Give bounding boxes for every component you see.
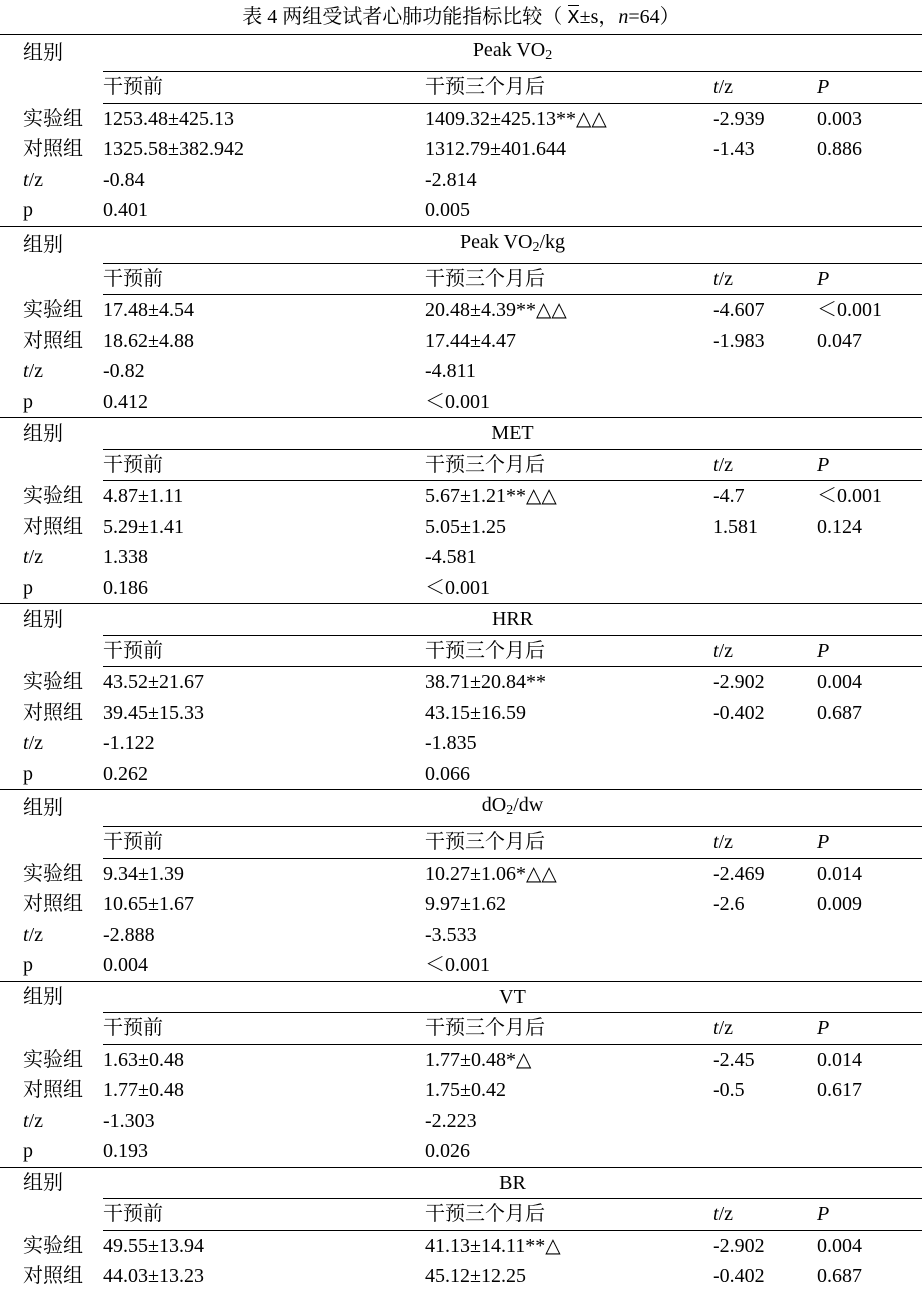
col-before: 干预前 <box>103 1013 425 1045</box>
empty-cell <box>0 635 103 667</box>
value-after: 1409.32±425.13**△△ <box>425 107 607 130</box>
row-label: 实验组 <box>23 1048 83 1071</box>
tz-before: -0.82 <box>103 360 145 383</box>
row-label-p: p <box>23 762 33 785</box>
value-p: 0.047 <box>817 329 862 352</box>
value-after: 5.05±1.25 <box>425 515 506 538</box>
metric-title <box>103 981 922 1013</box>
empty-cell <box>713 542 817 573</box>
value-p: 0.687 <box>817 701 862 724</box>
row-label: 对照组 <box>23 329 83 352</box>
row-label-p: p <box>23 954 33 977</box>
col-p: P <box>817 72 922 104</box>
empty-cell <box>817 920 922 951</box>
row-label-tz-t: t <box>23 360 29 383</box>
row-label-tz-t: t <box>23 168 29 191</box>
row-label-tz-t: t <box>23 732 29 755</box>
p-before: 0.193 <box>103 1140 148 1163</box>
value-tz: -2.6 <box>713 893 745 916</box>
empty-cell <box>817 387 922 418</box>
value-p: 0.004 <box>817 1234 862 1257</box>
value-after: 17.44±4.47 <box>425 329 516 352</box>
value-after: 1312.79±401.644 <box>425 138 566 161</box>
group-header: 组别 <box>0 1167 103 1199</box>
tz-before: -1.303 <box>103 1109 155 1132</box>
value-p: ＜0.001 <box>817 485 882 508</box>
col-after: 干预三个月后 <box>425 263 713 295</box>
tz-after: -4.811 <box>425 360 476 383</box>
row-label-tz-z: /z <box>28 546 43 569</box>
p-after: ＜0.001 <box>425 954 490 977</box>
tz-row <box>0 728 922 759</box>
metric-title-tail: /kg <box>539 230 565 253</box>
col-tz <box>713 263 817 295</box>
col-p: P <box>817 449 922 481</box>
column-header-row <box>0 449 922 481</box>
experimental-row <box>0 103 922 134</box>
empty-cell <box>713 759 817 790</box>
col-tz-t: t <box>713 267 719 290</box>
col-after: 干预三个月后 <box>425 827 713 859</box>
metric-title <box>103 226 922 263</box>
caption-pm-s: ±s， <box>579 6 619 28</box>
col-tz-t: t <box>713 639 719 662</box>
col-after: 干预三个月后 <box>425 1199 713 1231</box>
p-before: 0.262 <box>103 762 148 785</box>
metric-title-subscript: 2 <box>545 48 553 63</box>
col-before: 干预前 <box>103 449 425 481</box>
row-label-p: p <box>23 576 33 599</box>
col-tz-z: /z <box>718 831 733 854</box>
col-before: 干预前 <box>103 263 425 295</box>
col-before: 干预前 <box>103 1199 425 1231</box>
table-caption <box>0 0 922 34</box>
empty-cell <box>713 1136 817 1167</box>
value-before: 43.52±21.67 <box>103 671 204 694</box>
tz-after: -2.814 <box>425 168 477 191</box>
row-label-tz-z: /z <box>28 923 43 946</box>
metric-header-row <box>0 981 922 1013</box>
col-tz-t: t <box>713 76 719 99</box>
col-tz-z: /z <box>718 76 733 99</box>
value-before: 5.29±1.41 <box>103 515 184 538</box>
col-tz <box>713 635 817 667</box>
metric-header-row <box>0 226 922 263</box>
column-header-row <box>0 1013 922 1045</box>
empty-cell <box>713 195 817 226</box>
value-before: 1.63±0.48 <box>103 1048 184 1071</box>
empty-cell <box>817 950 922 981</box>
experimental-row <box>0 481 922 512</box>
value-p: 0.687 <box>817 1265 862 1288</box>
col-tz-z: /z <box>718 267 733 290</box>
col-tz-z: /z <box>718 1017 733 1040</box>
col-tz-z: /z <box>718 1203 733 1226</box>
control-row <box>0 326 922 357</box>
empty-cell <box>817 165 922 196</box>
col-after: 干预三个月后 <box>425 72 713 104</box>
empty-cell <box>817 1106 922 1137</box>
p-row <box>0 573 922 604</box>
experimental-row <box>0 1230 922 1261</box>
row-label-p: p <box>23 199 33 222</box>
col-tz-z: /z <box>718 453 733 476</box>
value-before: 9.34±1.39 <box>103 862 184 885</box>
col-before: 干预前 <box>103 827 425 859</box>
data-table <box>0 34 922 1292</box>
empty-cell <box>0 827 103 859</box>
value-before: 1325.58±382.942 <box>103 138 244 161</box>
value-after: 9.97±1.62 <box>425 893 506 916</box>
empty-cell <box>713 728 817 759</box>
row-label: 对照组 <box>23 1265 83 1288</box>
empty-cell <box>713 356 817 387</box>
group-header: 组别 <box>0 604 103 636</box>
row-label: 实验组 <box>23 1234 83 1257</box>
metric-title-main: dO <box>481 794 507 816</box>
row-label: 实验组 <box>23 299 83 321</box>
empty-cell <box>713 950 817 981</box>
row-label-tz <box>0 728 103 759</box>
empty-cell <box>0 1013 103 1045</box>
row-label-p: p <box>23 390 33 413</box>
p-after: 0.026 <box>425 1140 470 1163</box>
control-row <box>0 1075 922 1106</box>
p-before: 0.186 <box>103 576 148 599</box>
p-row <box>0 1136 922 1167</box>
p-before: 0.401 <box>103 199 148 222</box>
row-label: 对照组 <box>23 1079 83 1102</box>
tz-after: -4.581 <box>425 546 477 569</box>
tz-after: -2.223 <box>425 1109 477 1132</box>
col-after: 干预三个月后 <box>425 635 713 667</box>
p-before: 0.004 <box>103 954 148 977</box>
col-after: 干预三个月后 <box>425 449 713 481</box>
column-header-row <box>0 1199 922 1231</box>
value-p: ＜0.001 <box>817 299 882 322</box>
column-header-row <box>0 827 922 859</box>
row-label: 实验组 <box>23 671 83 693</box>
col-tz-t: t <box>713 1203 719 1226</box>
row-label: 对照组 <box>23 515 83 538</box>
col-tz <box>713 449 817 481</box>
metric-title <box>103 418 922 450</box>
empty-cell <box>817 573 922 604</box>
value-after: 5.67±1.21**△△ <box>425 485 557 508</box>
metric-header-row <box>0 418 922 450</box>
value-p: 0.003 <box>817 107 862 130</box>
value-after: 20.48±4.39**△△ <box>425 299 567 322</box>
table-body <box>0 35 922 1292</box>
row-label: 实验组 <box>23 485 83 507</box>
value-after: 10.27±1.06*△△ <box>425 862 557 885</box>
value-tz: -1.983 <box>713 329 765 352</box>
caption-prefix: 表 4 两组受试者心肺功能指标比较（ <box>242 6 563 28</box>
value-before: 49.55±13.94 <box>103 1234 204 1257</box>
mean-symbol: X <box>567 1 579 35</box>
p-after: 0.005 <box>425 199 470 222</box>
col-before: 干预前 <box>103 635 425 667</box>
row-label-tz <box>0 542 103 573</box>
row-label: 对照组 <box>23 893 83 916</box>
value-tz: -0.402 <box>713 701 765 724</box>
group-header: 组别 <box>0 35 103 72</box>
row-label-tz-t: t <box>23 1109 29 1132</box>
row-label-tz-t: t <box>23 923 29 946</box>
value-p: 0.014 <box>817 1048 862 1071</box>
col-tz <box>713 1199 817 1231</box>
tz-before: -0.84 <box>103 168 145 191</box>
tz-row <box>0 542 922 573</box>
metric-title-main: Peak VO <box>472 39 546 61</box>
value-tz: 1.581 <box>713 515 758 538</box>
col-tz <box>713 72 817 104</box>
metric-title-subscript: 2 <box>506 803 514 818</box>
tz-after: -1.835 <box>425 732 477 755</box>
p-after: ＜0.001 <box>425 390 490 413</box>
p-before: 0.412 <box>103 390 148 413</box>
experimental-row <box>0 1044 922 1075</box>
experimental-row <box>0 295 922 326</box>
metric-title <box>103 35 922 72</box>
value-after: 41.13±14.11**△ <box>425 1234 561 1257</box>
metric-title-main: VT <box>499 985 526 1008</box>
group-header: 组别 <box>0 981 103 1013</box>
metric-header-row <box>0 35 922 72</box>
col-p: P <box>817 1013 922 1045</box>
empty-cell <box>817 356 922 387</box>
value-p: 0.009 <box>817 893 862 916</box>
p-row <box>0 387 922 418</box>
row-label-tz <box>0 1106 103 1137</box>
group-header: 组别 <box>0 418 103 450</box>
tz-row <box>0 1106 922 1137</box>
p-after: ＜0.001 <box>425 576 490 599</box>
row-label-tz-z: /z <box>28 360 43 383</box>
empty-cell <box>0 72 103 104</box>
p-row <box>0 950 922 981</box>
metric-title <box>103 1167 922 1199</box>
row-label: 对照组 <box>23 701 83 724</box>
metric-title <box>103 604 922 636</box>
empty-cell <box>0 449 103 481</box>
empty-cell <box>713 165 817 196</box>
group-header: 组别 <box>0 226 103 263</box>
col-tz-t: t <box>713 1017 719 1040</box>
control-row <box>0 698 922 729</box>
metric-title-main: HRR <box>491 608 534 631</box>
row-label-tz-z: /z <box>28 1109 43 1132</box>
tz-row <box>0 356 922 387</box>
empty-cell <box>713 920 817 951</box>
empty-cell <box>817 728 922 759</box>
p-row <box>0 759 922 790</box>
column-header-row <box>0 72 922 104</box>
value-tz: -2.902 <box>713 671 765 694</box>
metric-title-main: MET <box>491 422 534 445</box>
metric-title-tail: /dw <box>513 794 544 816</box>
group-header: 组别 <box>0 790 103 827</box>
row-label-tz <box>0 920 103 951</box>
row-label: 实验组 <box>23 862 83 885</box>
column-header-row <box>0 263 922 295</box>
value-before: 17.48±4.54 <box>103 299 194 322</box>
value-after: 38.71±20.84** <box>425 671 546 694</box>
row-label-tz-t: t <box>23 546 29 569</box>
value-after: 43.15±16.59 <box>425 701 526 724</box>
col-tz-t: t <box>713 831 719 854</box>
row-label-tz-z: /z <box>28 168 43 191</box>
value-tz: -2.45 <box>713 1048 755 1071</box>
metric-header-row <box>0 790 922 827</box>
empty-cell <box>817 1136 922 1167</box>
tz-after: -3.533 <box>425 923 477 946</box>
value-before: 4.87±1.11 <box>103 485 184 508</box>
value-tz: -0.5 <box>713 1079 745 1102</box>
metric-title <box>103 790 922 827</box>
p-after: 0.066 <box>425 762 470 785</box>
value-before: 1253.48±425.13 <box>103 107 234 130</box>
row-label: 对照组 <box>23 138 83 161</box>
value-p: 0.014 <box>817 862 862 885</box>
value-p: 0.617 <box>817 1079 862 1102</box>
p-row <box>0 195 922 226</box>
metric-title-main: Peak VO <box>460 230 533 253</box>
tz-before: 1.338 <box>103 546 148 569</box>
control-row <box>0 1261 922 1292</box>
col-before: 干预前 <box>103 72 425 104</box>
value-before: 39.45±15.33 <box>103 701 204 724</box>
empty-cell <box>817 759 922 790</box>
value-tz: -4.7 <box>713 485 745 508</box>
metric-header-row <box>0 604 922 636</box>
value-before: 18.62±4.88 <box>103 329 194 352</box>
empty-cell <box>713 387 817 418</box>
experimental-row <box>0 667 922 698</box>
row-label-p: p <box>23 1140 33 1163</box>
metric-title-subscript: 2 <box>532 239 540 255</box>
empty-cell <box>0 263 103 295</box>
value-p: 0.886 <box>817 138 862 161</box>
col-tz-t: t <box>713 453 719 476</box>
empty-cell <box>817 195 922 226</box>
metric-title-main: BR <box>499 1171 526 1194</box>
value-tz: -0.402 <box>713 1265 765 1288</box>
tz-before: -2.888 <box>103 923 155 946</box>
control-row <box>0 512 922 543</box>
col-p: P <box>817 635 922 667</box>
col-p: P <box>817 1199 922 1231</box>
row-label-tz-z: /z <box>28 732 43 755</box>
metric-header-row <box>0 1167 922 1199</box>
tz-before: -1.122 <box>103 732 155 755</box>
value-after: 1.77±0.48*△ <box>425 1048 532 1071</box>
col-p: P <box>817 827 922 859</box>
col-tz-z: /z <box>718 639 733 662</box>
caption-n-value: =64） <box>628 6 680 28</box>
row-label-tz <box>0 165 103 196</box>
value-before: 10.65±1.67 <box>103 893 194 916</box>
value-p: 0.004 <box>817 671 862 694</box>
empty-cell <box>713 573 817 604</box>
col-tz <box>713 827 817 859</box>
value-tz: -2.469 <box>713 862 765 885</box>
control-row <box>0 134 922 165</box>
value-before: 1.77±0.48 <box>103 1079 184 1102</box>
column-header-row <box>0 635 922 667</box>
value-tz: -4.607 <box>713 299 765 322</box>
col-tz <box>713 1013 817 1045</box>
tz-row <box>0 165 922 196</box>
experimental-row <box>0 858 922 889</box>
value-after: 1.75±0.42 <box>425 1079 506 1102</box>
value-before: 44.03±13.23 <box>103 1265 204 1288</box>
value-tz: -2.939 <box>713 107 765 130</box>
row-label-tz <box>0 356 103 387</box>
col-p: P <box>817 263 922 295</box>
empty-cell <box>0 1199 103 1231</box>
empty-cell <box>713 1106 817 1137</box>
empty-cell <box>817 542 922 573</box>
control-row <box>0 889 922 920</box>
value-tz: -1.43 <box>713 138 755 161</box>
tz-row <box>0 920 922 951</box>
value-p: 0.124 <box>817 515 862 538</box>
value-tz: -2.902 <box>713 1234 765 1257</box>
col-after: 干预三个月后 <box>425 1013 713 1045</box>
value-after: 45.12±12.25 <box>425 1265 526 1288</box>
caption-n-label: n <box>618 6 629 28</box>
row-label: 实验组 <box>23 107 83 130</box>
